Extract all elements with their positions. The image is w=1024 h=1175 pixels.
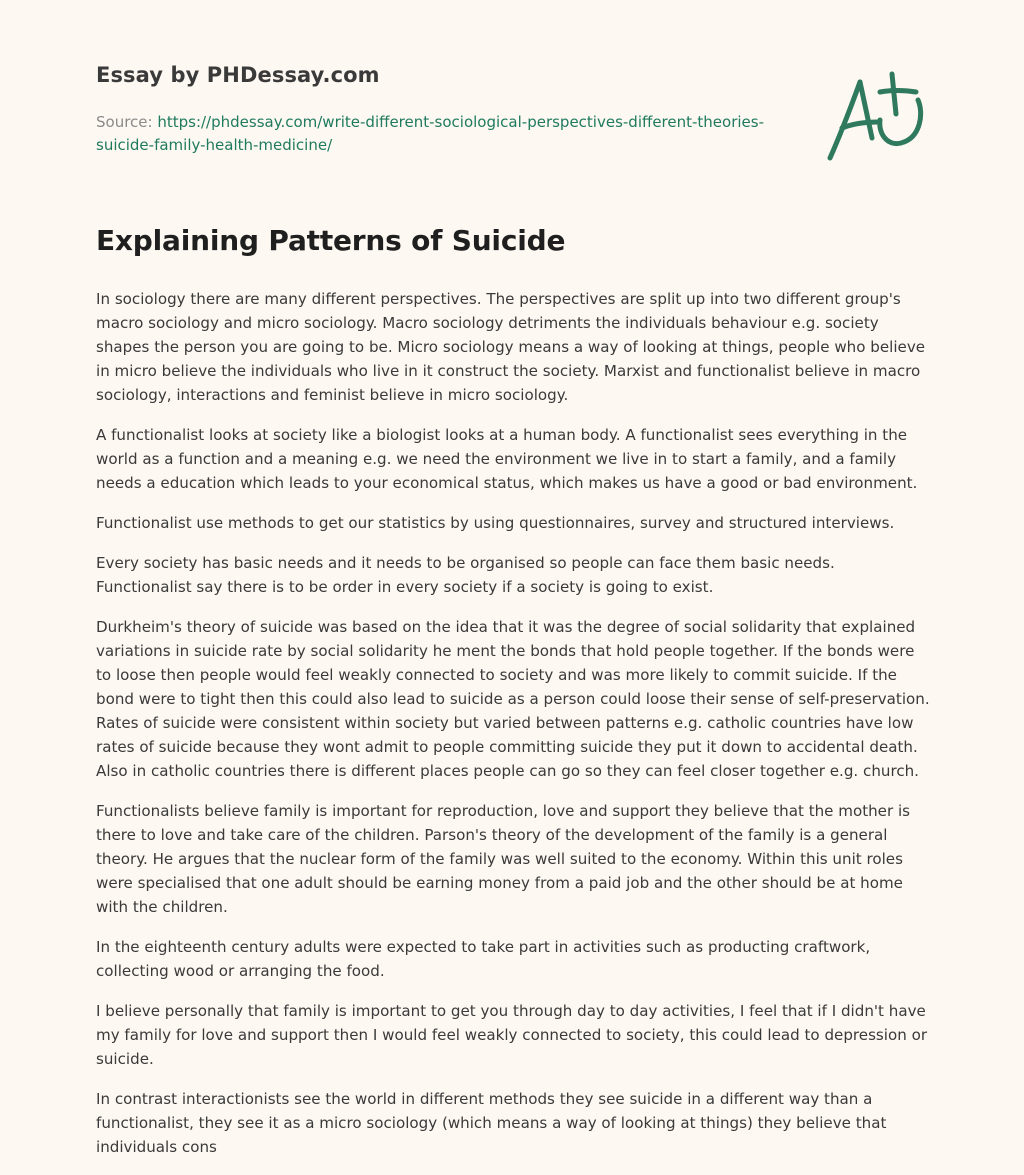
article-body bbox=[96, 287, 932, 1175]
paragraph: I believe personally that family is important to get you through day to day activities, I feel that if I didn't have my family for love and support then I would feel weakly connected to society, this could lead to depression or suicide. bbox=[96, 1002, 928, 1068]
source-link[interactable]: https://phdessay.com/write-different-sociological-perspectives-different-theories-suicide-family-health-medicine/ bbox=[96, 113, 765, 154]
paragraph: In the eighteenth century adults were expected to take part in activities such as producting craftwork, collecting wood or arranging the food. bbox=[96, 938, 871, 980]
paragraph: In sociology there are many different perspectives. The perspectives are split up into two different group's macro sociology and micro sociology. Macro sociology detriments the individuals behaviour e.g. society shapes the person you are going to be. Micro sociology means a way of looking at things, people who believe in micro believe the individuals who live in it construct the society. Marxist and functionalist believe in macro sociology, interactions and feminist believe in micro sociology. bbox=[96, 290, 926, 404]
source-line bbox=[96, 111, 776, 157]
page-title: Explaining Patterns of Suicide bbox=[96, 224, 566, 257]
paragraph: A functionalist looks at society like a biologist looks at a human body. A functionalist sees everything in the world as a function and a meaning e.g. we need the environment we live in to start a family, and a family needs a education which leads to your economical status, which makes us have a good or bad environment. bbox=[96, 426, 918, 492]
site-brand: Essay by PHDessay.com bbox=[96, 63, 380, 87]
paragraph: In contrast interactionists see the world in different methods they see suicide in a different way than a functionalist, they see it as a micro sociology (which means a way of looking at things) they believe that individuals cons bbox=[96, 1090, 887, 1156]
paragraph: Durkheim's theory of suicide was based on the idea that it was the degree of social solidarity that explained variations in suicide rate by social solidarity he ment the bonds that hold people together. If the bonds were to loose then people would feel weakly connected to society and was more likely to commit suicide. If the bond were to tight then this could also lead to suicide as a person could loose their sense of self-preservation. Rates of suicide were consistent within society but varied between patterns e.g. catholic countries have low rates of suicide because they wont admit to people committing suicide they put it down to accidental death. Also in catholic countries there is different places people can go so they can feel closer together e.g. church. bbox=[96, 618, 930, 780]
source-label: Source: bbox=[96, 113, 158, 131]
paragraph: Every society has basic needs and it needs to be organised so people can face them basic needs. Functionalist say there is to be order in every society if a society is going to exist. bbox=[96, 554, 835, 596]
paragraph: Functionalist use methods to get our statistics by using questionnaires, survey and structured interviews. bbox=[96, 514, 895, 532]
paragraph: Functionalists believe family is important for reproduction, love and support they believe that the mother is there to love and take care of the children. Parson's theory of the development of the family is a general theory. He argues that the nuclear form of the family was well suited to the economy. Within this unit roles were specialised that one adult should be earning money from a paid job and the other should be at home with the children. bbox=[96, 802, 911, 916]
a-plus-logo-icon bbox=[820, 70, 930, 166]
